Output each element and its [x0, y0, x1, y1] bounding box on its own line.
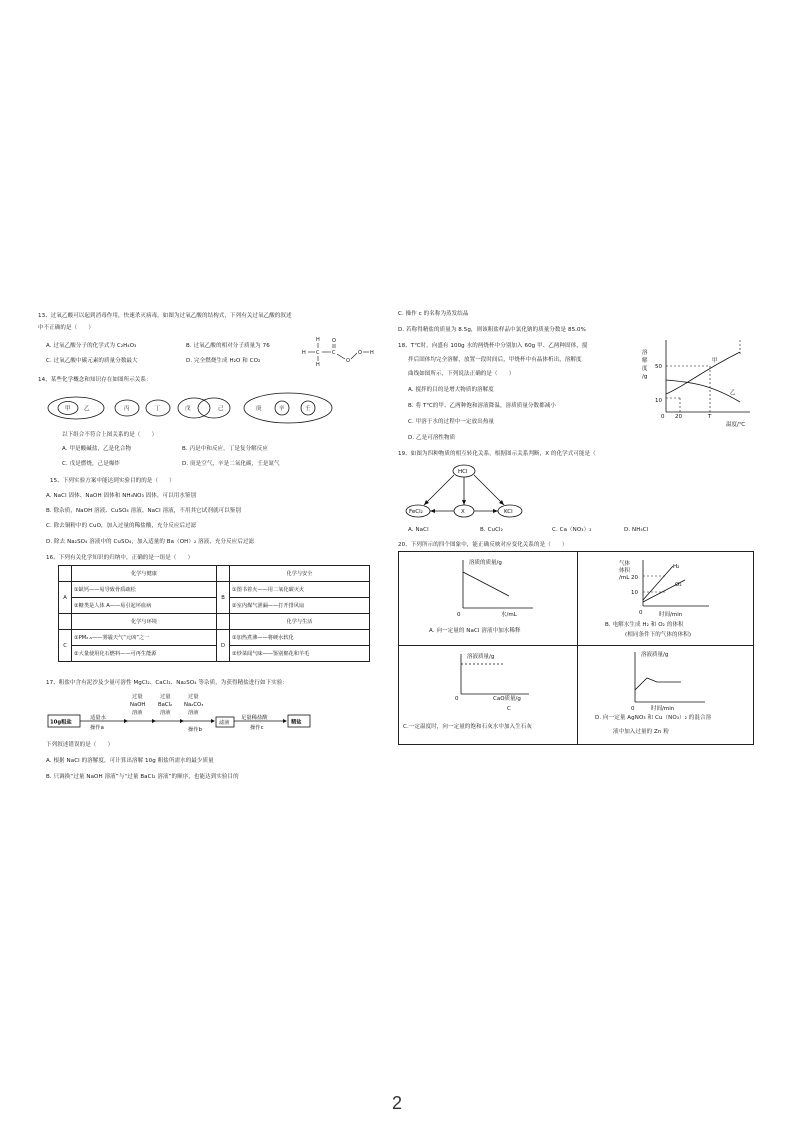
q18-origin: 0	[661, 414, 665, 420]
q19-option-c: C. Ca（NO₃）₂	[552, 527, 592, 533]
q15-option-d: D. 除去 Na₂SO₄ 溶液中的 CuSO₄，加入适量的 Ba（OH）₂ 溶液，充分反应后过滤	[46, 539, 255, 545]
flow-step4-bottom: 操作b	[188, 727, 202, 733]
q20c-caption: C.一定温度时，向一定量的饱和石灰水中加入生石灰	[403, 724, 532, 730]
q20b-origin: 0	[639, 610, 643, 616]
q18-option-a: A. 搅拌的目的是增大物质的溶解度	[408, 387, 494, 393]
q16-c1: ①PM₂.₅——雾霾天气“元凶”之一	[72, 630, 217, 646]
q16-label-a: A	[59, 582, 72, 614]
q20b-xlabel: 时间/min	[659, 612, 683, 618]
q17-option-a: A. 根据 NaCl 的溶解度，可计算出溶解 10g 粗盐所需水的最少质量	[46, 758, 214, 764]
q16-cell-blank1	[59, 566, 72, 582]
q20a-caption: A. 向一定量的 NaCl 溶液中加水稀释	[429, 628, 521, 634]
q19-stem: 19、如图为四种物质的相互转化关系，根据图示关系判断，X 的化学式可能是（	[398, 451, 596, 457]
venn-label-bing: 丙	[124, 406, 130, 412]
q20d-xlabel: 时间/min	[651, 706, 675, 712]
q20b-tick-20: 20	[631, 575, 638, 581]
q15-option-a: A. NaCl 固体、NaOH 固体和 NH₄NO₃ 固体，可以用水鉴别	[46, 493, 197, 499]
venn-label-xin: 辛	[279, 406, 285, 412]
q18-curve-yi	[666, 380, 740, 402]
flow-step1-bottom: 操作a	[90, 725, 104, 731]
q20d-caption-1: D. 向一定量 AgNO₃ 和 Cu（NO₃）₂ 的混合溶	[595, 715, 712, 721]
q19-node-x: X	[461, 509, 465, 515]
q14-option-c: C. 戊是燃烧，己是爆炸	[62, 461, 121, 467]
q20a-ylabel: 溶质的质量/g	[469, 560, 502, 566]
q20c-ylabel: 溶液质量/g	[467, 654, 495, 660]
venn-label-ren: 壬	[305, 406, 311, 412]
q16-label-b: B	[217, 582, 230, 614]
q20c-letter: C	[507, 706, 511, 712]
q18-solubility-graph	[640, 336, 760, 428]
q20b-label-o2: O₂	[675, 582, 682, 588]
q16-b2: ②室内煤气泄漏——打开排风扇	[230, 598, 370, 614]
q14-question: 以下组合不符合上图关系的是（ ）	[62, 432, 158, 438]
q17-stem: 17、粗盐中含有泥沙及少量可溶性 MgCl₂、CaCl₂、Na₂SO₄ 等杂质，为获得精盐进行如下实验：	[46, 680, 289, 686]
q16-label-c: C	[59, 630, 72, 662]
q16-a2: ②糖类是人体 A——易引起坏血病	[72, 598, 217, 614]
q18-ylabel-4: /g	[642, 374, 648, 380]
venn-label-ding: 丁	[155, 406, 161, 412]
q18-option-c: C. 甲溶于水的过程中一定放出热量	[408, 419, 495, 425]
flow-step2-top: 过量	[132, 694, 143, 700]
q18-xlabel: 温度/℃	[726, 422, 746, 428]
q16-header-safety: 化学与安全	[230, 566, 370, 582]
q14-option-a: A. 甲是酸碱盐，乙是化合物	[62, 446, 132, 452]
flow-step4-lower: 溶液	[188, 710, 199, 716]
q18-stem-line2: 拌后固体均完全溶解，放置一段时间后，甲烧杯中有晶体析出，溶解度	[408, 357, 582, 363]
q17-flowchart	[46, 690, 316, 736]
q20c-xlabel: CaO质量/g	[493, 696, 521, 702]
q18-curve-jia	[666, 352, 740, 394]
q17-option-b: B. 只调换“过量 NaOH 溶液”与“过量 BaCl₂ 溶液”的顺序，也能达到实验目的	[46, 774, 239, 780]
q13-structural-formula	[300, 332, 380, 368]
q20a-line	[463, 572, 509, 596]
page-number: 2	[392, 1093, 403, 1113]
q17-question: 下列叙述错误的是（ ）	[46, 742, 114, 748]
q19-node-kcl: KCl	[504, 509, 513, 515]
struct-h-left: H	[302, 350, 306, 356]
q17-option-d: D. 若称得精盐的质量为 8.5g，则该粗盐样品中氯化钠的质量分数是 85.0%	[398, 327, 586, 333]
q18-curve-label-yi: 乙	[730, 390, 736, 396]
q20d-origin: 0	[631, 706, 635, 712]
q13-stem-line2: 中不正确的是（ ）	[38, 325, 95, 331]
q18-tick-50: 50	[655, 364, 662, 370]
q20d-caption-2: 液中加入过量的 Zn 粉	[613, 729, 669, 735]
q18-tick-20: 20	[675, 414, 682, 420]
q18-ylabel-1: 溶	[642, 350, 648, 356]
q20-graph-c	[449, 650, 559, 714]
q20b-caption-1: B. 电解水生成 H₂ 和 O₂ 的体积	[605, 622, 684, 628]
q16-label-d: D	[217, 630, 230, 662]
q17-option-c: C. 操作 c 的名称为蒸发结晶	[398, 311, 469, 317]
q20-grid-hline	[399, 645, 753, 646]
q20d-line	[635, 678, 681, 690]
q15-option-b: B. 除杂质，NaOH 溶液、CuSO₄ 溶液、NaCl 溶液，不用其它试剂就可以鉴别	[46, 508, 241, 514]
flow-end-box: 精盐	[291, 719, 302, 726]
q20-grid-vline	[577, 552, 578, 744]
q20b-ylabel-1: 气体	[619, 561, 631, 567]
flow-step3-bottom: 溶液	[160, 710, 171, 716]
q20b-line-h2	[643, 566, 673, 600]
q16-b1: ①图书着火——用二氧化碳灭火	[230, 582, 370, 598]
q18-ylabel-3: 度	[642, 366, 648, 372]
struct-h-bottom: H	[316, 362, 320, 368]
q19-option-d: D. NH₄Cl	[624, 527, 649, 533]
struct-c1: C	[316, 350, 320, 356]
q18-curve-label-jia: 甲	[712, 358, 718, 364]
q18-tick-10: 10	[655, 398, 662, 404]
flow-step2-bottom: 溶液	[132, 710, 143, 716]
flow-step5-top: 足量稀盐酸	[241, 715, 268, 721]
venn-label-wu: 戊	[185, 406, 191, 412]
q16-d1: ①加热煮沸——将硬水软化	[230, 630, 370, 646]
q20a-origin: 0	[457, 612, 461, 618]
struct-h-right: H	[370, 350, 374, 356]
struct-o-top: O	[332, 338, 336, 344]
q20-stem: 20、下列所示的四个图象中，能正确反映对应变化关系的是（ ）	[398, 542, 568, 548]
q20b-tick-10: 10	[631, 590, 638, 596]
q20-graph-a	[443, 556, 553, 620]
q18-tick-t: T	[708, 414, 712, 420]
q14-option-b: B. 丙是中和反应，丁是复分解反应	[182, 446, 268, 452]
q20-graph-grid	[398, 551, 754, 745]
q19-node-hcl: HCl	[458, 469, 468, 475]
q20-graph-d	[625, 648, 735, 712]
q18-ylabel-2: 解	[642, 358, 648, 364]
q14-option-d: D. 庚是空气，辛是二氧化碳，壬是氮气	[182, 461, 280, 467]
venn-label-yi: 乙	[84, 406, 90, 412]
flow-step4-mid: Na₂CO₃	[184, 702, 204, 708]
q14-stem: 14、某些化学概念和知识存在如图所示关系：	[38, 377, 152, 383]
q18-stem-line3: 曲线如图所示，下列说法正确的是（ ）	[408, 371, 515, 377]
q20a-xlabel: 水/mL	[501, 612, 517, 618]
venn-label-ji: 己	[218, 406, 224, 412]
flow-step5-bottom: 操作c	[250, 725, 264, 731]
q13-option-d: D. 完全燃烧生成 H₂O 和 CO₂	[186, 358, 261, 364]
q14-venn-diagrams	[46, 388, 346, 428]
flow-step4-top: 过量	[188, 694, 199, 700]
struct-c2: C	[332, 350, 336, 356]
flow-start-box: 10g粗盐	[50, 719, 72, 726]
venn-label-jia: 甲	[65, 406, 71, 412]
flow-step3-mid: BaCl₂	[158, 702, 173, 708]
q15-option-c: C. 除去铜粉中的 CuO，加入过量的稀盐酸，充分反应后过滤	[46, 523, 197, 529]
q16-d2: ②炒菜闻气味——鉴别棉花和羊毛	[230, 646, 370, 662]
flow-filtrate-box: 滤液	[219, 720, 230, 726]
q20d-ylabel: 溶液质量/g	[641, 652, 669, 658]
q16-knowledge-table	[58, 565, 370, 662]
q16-header-environment: 化学与环境	[72, 614, 217, 630]
struct-o1: O	[346, 358, 350, 364]
q20-graph-b	[615, 556, 725, 620]
q19-option-a: A. NaCl	[408, 527, 429, 533]
q20b-ylabel-2: 体积	[619, 568, 631, 574]
q20b-label-h2: H₂	[673, 564, 680, 570]
q16-cell-blank4	[217, 614, 230, 630]
flow-step3-top: 过量	[160, 694, 171, 700]
q19-conversion-diagram	[404, 462, 534, 522]
q19-option-b: B. CuCl₂	[480, 527, 503, 533]
struct-h-top: H	[316, 337, 320, 343]
q13-option-b: B. 过氧乙酸的相对分子质量为 76	[186, 343, 270, 349]
q18-stem-line1: 18、T℃时，向盛有 100g 水的两烧杯中分别加入 60g 甲、乙两种固体，搅	[398, 343, 588, 349]
q16-cell-blank3	[59, 614, 72, 630]
q13-stem-line1: 13、过氧乙酸可以起到消毒作用，快速杀灭病毒。如图为过氧乙酸的结构式，下列有关过氧乙酸的叙述	[38, 313, 292, 319]
q20b-ylabel-3: /mL	[619, 575, 630, 581]
q20b-caption-2: (相同条件下的气体的体积)	[625, 632, 692, 638]
q16-a1: ①缺钙——易导致骨质疏松	[72, 582, 217, 598]
q18-option-b: B. 将 T℃的甲、乙两种饱和溶液降温，溶质质量分数都减小	[408, 403, 556, 409]
q15-stem: 15、下列实验方案中能达到实验目的的是（ ）	[50, 478, 175, 484]
q16-cell-blank2	[217, 566, 230, 582]
q19-node-fecl2: FeCl₂	[409, 509, 423, 515]
q16-c2: ②大量使用化石燃料——可再生能源	[72, 646, 217, 662]
q18-option-d: D. 乙是可溶性物质	[408, 435, 456, 441]
q13-option-a: A. 过氧乙酸分子的化学式为 C₂H₄O₃	[46, 343, 137, 349]
struct-o2: O	[358, 350, 362, 356]
q16-header-health: 化学与健康	[72, 566, 217, 582]
flow-step2-mid: NaOH	[130, 702, 146, 708]
flow-step1-top: 适量水	[90, 715, 106, 721]
q16-header-life: 化学与生活	[230, 614, 370, 630]
venn-label-geng: 庚	[256, 406, 262, 412]
q16-stem: 16、下列有关化学知识的归纳中，正确的是一组是（ ）	[46, 555, 194, 561]
q20c-origin: 0	[455, 696, 459, 702]
q13-option-c: C. 过氧乙酸中碳元素的质量分数最大	[46, 358, 138, 364]
q20b-line-o2	[643, 580, 685, 602]
